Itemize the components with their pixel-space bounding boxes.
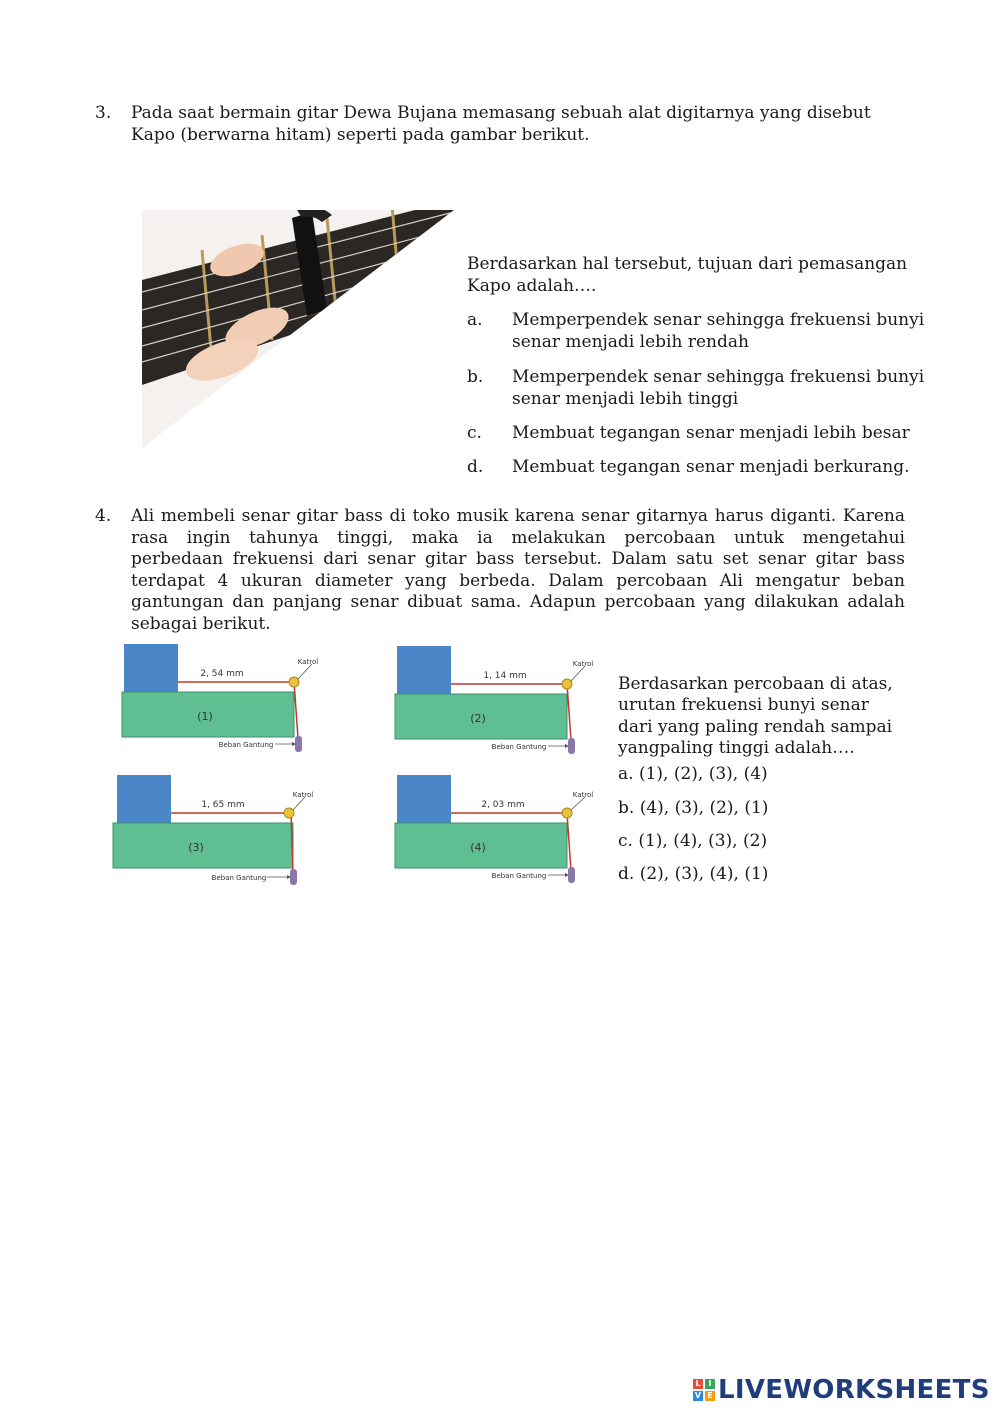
weight-label: Beban Gantung bbox=[491, 743, 547, 751]
question-3-text bbox=[131, 103, 905, 146]
guitar-capo-photo bbox=[142, 210, 454, 448]
diagram-number: (1) bbox=[197, 710, 213, 723]
question-4-prompt-line: Berdasarkan percobaan di atas, bbox=[618, 674, 893, 694]
pulley-label: Katrol bbox=[292, 791, 314, 799]
question-3-prompt-line: Berdasarkan hal tersebut, tujuan dari pemasangan bbox=[467, 254, 908, 274]
logo-text: LIVEWORKSHEETS bbox=[718, 1375, 990, 1405]
experiment-diagram-1 bbox=[110, 642, 340, 762]
q4-choice-d[interactable]: d. (2), (3), (4), (1) bbox=[618, 864, 769, 884]
choice-text bbox=[512, 310, 947, 353]
experiment-diagram-2 bbox=[383, 644, 613, 764]
weight-label: Beban Gantung bbox=[491, 872, 547, 880]
q4-choice-c[interactable]: c. (1), (4), (3), (2) bbox=[618, 831, 768, 851]
question-3-line: Kapo (berwarna hitam) seperti pada gambar berikut. bbox=[131, 124, 590, 145]
pulley-label: Katrol bbox=[572, 660, 594, 668]
question-4-line: terdapat 4 ukuran diameter yang berbeda. Dalam percobaan Ali mengatur beban bbox=[131, 570, 905, 591]
choice-text: Membuat tegangan senar menjadi lebih besar bbox=[512, 423, 910, 443]
question-4-line: sebagai berikut. bbox=[131, 613, 271, 634]
logo-mark-letter: V bbox=[694, 1391, 702, 1400]
weight-label: Beban Gantung bbox=[218, 741, 274, 749]
pulley-label: Katrol bbox=[572, 791, 594, 799]
choice-text bbox=[512, 367, 947, 410]
choice-letter: a. bbox=[467, 310, 483, 330]
weight-label: Beban Gantung bbox=[211, 874, 267, 882]
question-4-prompt bbox=[618, 674, 918, 759]
experiment-diagram-4 bbox=[383, 773, 613, 893]
diameter-label: 2, 54 mm bbox=[200, 669, 244, 679]
question-4-prompt-line: dari yang paling rendah sampai bbox=[618, 716, 893, 737]
choice-letter: b. bbox=[467, 367, 484, 387]
diameter-label: 1, 65 mm bbox=[201, 800, 245, 810]
question-4-number: 4. bbox=[95, 506, 112, 526]
logo-mark-letter: E bbox=[705, 1391, 715, 1401]
diagram-number: (2) bbox=[470, 712, 486, 725]
choice-letter: c. bbox=[467, 423, 482, 443]
question-4-line: rasa ingin tahunya tinggi, maka ia melakukan percobaan untuk mengetahui bbox=[131, 527, 905, 548]
diameter-label: 2, 03 mm bbox=[481, 800, 525, 810]
diameter-label: 1, 14 mm bbox=[483, 671, 527, 681]
question-3-prompt-line: Kapo adalah…. bbox=[467, 275, 597, 296]
experiment-diagram-3 bbox=[103, 773, 333, 893]
pulley bbox=[289, 677, 299, 687]
pulley-label: Katrol bbox=[297, 658, 319, 666]
choice-text-line: Memperpendek senar sehingga frekuensi bunyi bbox=[512, 310, 925, 330]
question-4-line: gantungan dan panjang senar dibuat sama. Adapun percobaan yang dilakukan adalah bbox=[131, 592, 905, 613]
logo-mark-letter: L bbox=[693, 1379, 703, 1389]
diagram-number: (3) bbox=[188, 841, 204, 854]
question-3-prompt bbox=[467, 254, 947, 297]
string-hang bbox=[294, 682, 298, 738]
question-4-line: Ali membeli senar gitar bass di toko musik karena senar gitarnya harus diganti. Karena bbox=[131, 506, 905, 526]
question-4-line: perbedaan frekuensi dari senar gitar bass tersebut. Dalam satu set senar gitar bass bbox=[131, 549, 905, 570]
q4-choice-b[interactable]: b. (4), (3), (2), (1) bbox=[618, 798, 769, 818]
choice-text: Membuat tegangan senar menjadi berkurang. bbox=[512, 457, 910, 477]
choice-letter: d. bbox=[467, 457, 484, 477]
question-3-number: 3. bbox=[95, 103, 112, 123]
question-3-line: Pada saat bermain gitar Dewa Bujana memasang sebuah alat digitarnya yang disebut bbox=[131, 103, 871, 123]
logo-mark-icon bbox=[693, 1379, 715, 1401]
q4-choice-a[interactable]: a. (1), (2), (3), (4) bbox=[618, 764, 768, 784]
weight bbox=[295, 736, 302, 752]
choice-text-line: Memperpendek senar sehingga frekuensi bunyi bbox=[512, 367, 925, 387]
diagram-number: (4) bbox=[470, 841, 486, 854]
logo-mark-letter: I bbox=[705, 1379, 715, 1389]
choice-text-line: senar menjadi lebih rendah bbox=[512, 331, 749, 352]
question-4-prompt-line: yangpaling tinggi adalah…. bbox=[618, 737, 855, 758]
question-4-prompt-line: urutan frekuensi bunyi senar bbox=[618, 695, 869, 716]
question-4-text bbox=[131, 506, 905, 636]
liveworksheets-logo[interactable] bbox=[693, 1375, 990, 1405]
choice-text-line: senar menjadi lebih tinggi bbox=[512, 388, 739, 409]
block bbox=[124, 644, 178, 692]
